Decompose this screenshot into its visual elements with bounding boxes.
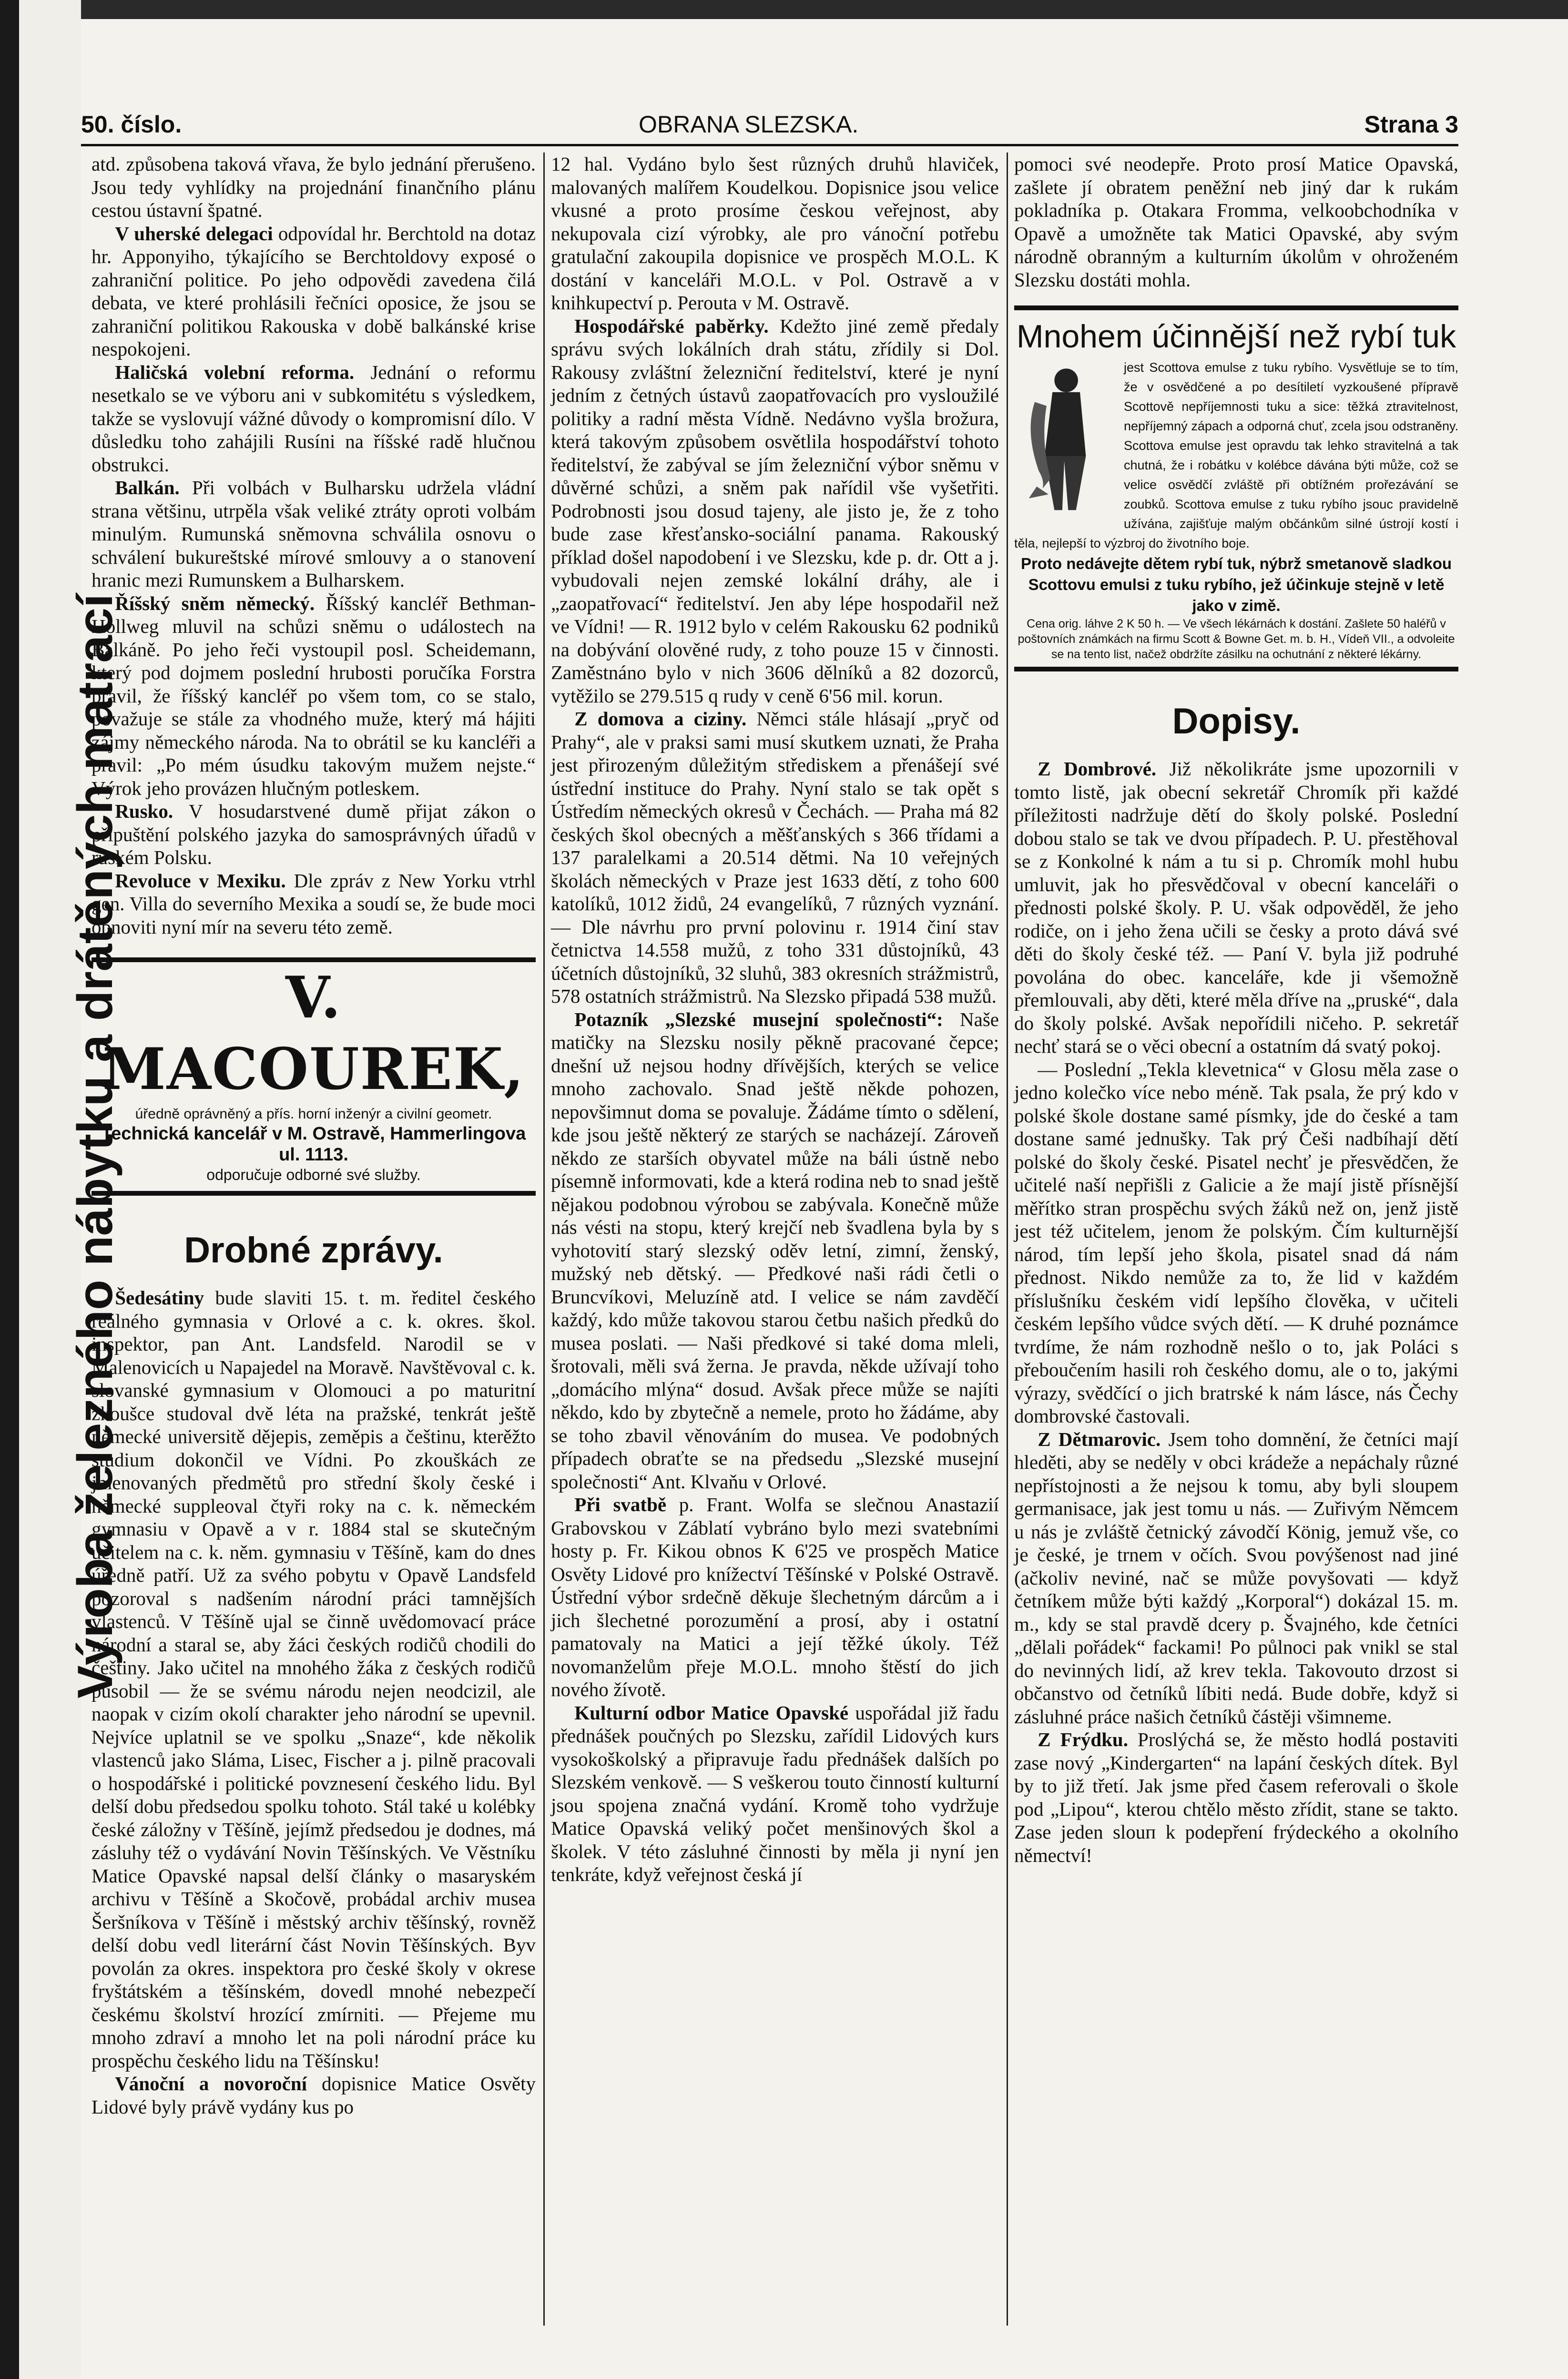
issue-number: 50. číslo. bbox=[81, 111, 182, 138]
column-rule-1 bbox=[543, 152, 545, 2326]
news-item: pomoci své neodepře. Proto prosí Matice Opavská, zašlete jí obratem peněžní neb jiný dar k rukám pokladníka p. Otakara Fromma, velkoobchodníka v Opavě a umožněte tak Matici Opavské, aby svým národně obranným a kulturním úkolům v ohroženém Slezsku dostáti mohla. bbox=[1014, 153, 1458, 291]
column-2 bbox=[551, 152, 999, 1886]
letter-item: — Poslední „Tekla klevetnica“ v Glosu měla zase o jedno kolečko více nebo méně. Tak psala, že prý kdo v polské škole dostane samé písmky, jde do české a tam dostane samé jednušky. Tak prý Češi nadbíhají dětí polské do školy české. Pisatel nechť je přesvědčen, že učitelé naší nepřišli z Galicie a že mají jistě přísnější měřítko stran prospěchu svých žáků než on, jenž jistě jest též učitelem, jenom že polským. Čím kulturnější národ, tím lepší jeho škola, pisatel snad dá nám přednost. Nikdo nemůže za to, že lid v každém příslušníku českém vidí lepšího člověka, v učiteli českém lepšího vůdce svých dětí. — K druhé poznámce tvrdíme, že nám rozhodně nešlo o to, jak Poláci s přeboučením hasili roh českého domu, ale o to, jakými výrazy, svědčící o jich bratrské k nám lásce, nás Čechy dombrovské častovali. bbox=[1014, 1058, 1458, 1427]
news-item: Balkán. Při volbách v Bulharsku udržela vládní strana většinu, utrpěla však veliké ztráty oproti volbám minulým. Rumunská sněmovna schválila osnovu o schválení bukureštské mírové smlouvy a o stanovení hranic mezi Rumunskem a Bulharskem. bbox=[92, 477, 536, 591]
news-item: Haličská volební reforma. Jednání o reformu nesetkalo se ve výboru ani v subkomitétu s výsledkem, takže se vyslovují vážné důvody o kompromisní dílo. V důsledku toho zahájili Rusíni na říšské radě hlučnou obstrukci. bbox=[92, 361, 536, 476]
news-item: 12 hal. Vydáno bylo šest různých druhů hlaviček, malovaných malířem Koudelkou. Dopisnice jsou velice vkusné a proto prosíme českou veřejnost, aby nekupovala cizí výrobky, ale pro vánoční potřebu gratulační zakoupila dopisnice ve prospěch M.O.L. K dostání v kanceláři M.O.L. v Pol. Ostravě a v knihkupectví p. Perouta v M. Ostravě. bbox=[551, 153, 999, 314]
fisherman-with-fish-icon bbox=[1014, 363, 1114, 520]
letter-item: Z Dombrové. Již několikráte jsme upozornili v tomto listě, jak obecní sekretář Chromík při každé příležitosti nadržuje dětí do školy polské. Poslední dobou stalo se tak ve dvou případech. P. U. přestěhoval se z Konkolné k nám a tu si p. Chromík mohl hubu umluvit, jak ho přesvědčoval v obecní kanceláři o přednosti polské školy. P. U. však odpověděl, že jeho rodiče, on i jeho žena učili se česky a proto dává své děti do školy české též. — Paní V. byla již podruhé povolána do obec. kanceláře, kde ji všemožně přemlouvali, aby děti, které měla dříve na „pruské“, dala do školy polské. Avšak nepořídili ničeho. P. sekretář nechť stará se o věci obecní a ostatním dá svatý pokoj. bbox=[1014, 758, 1458, 1057]
news-item: Hospodářské paběrky. Kdežto jiné země předaly správu svých lokálních drah státu, zřídily si Dol. Rakousy zvláštní železniční ředitelství, které je nyní jedním z četných ústavů zaopatřovacích pro vysloužilé politiky a radní města Vídně. Nedávno vyšla brožura, která takovým způsobem osvětlila hospodářství tohoto ředitelství, že zabýval se jím železniční výbor sněmu v důvěrné schůzi, a sněm pak nařídil vše vyšetřiti. Podrobnosti jsou dosud tajeny, ale jisto je, že z toho bude zase křesťansko-sociální panama. Rakouský příklad došel napodobení i ve Slezsku, kde p. dr. Ott a j. vybudovali nejen zemské lokální dráhy, ale i „zaopatřovací“ ředitelství. Jen aby lépe hospodařil než ve Vídni! — R. 1912 bylo v celém Rakousku 62 podniků na dobývání olověné rudy, z toho pouze 15 v činnosti. Zaměstnáno bylo v nich 3606 dělníků a 82 dozorců, vytěžilo se 279.515 q rudy v ceně 6'56 mil. korun. bbox=[551, 315, 999, 707]
ad-line-1: úředně oprávněný a přís. horní inženýr a civilní geometr. bbox=[135, 1106, 492, 1122]
news-item: Šedesátiny bude slaviti 15. t. m. ředitel českého reálného gymnasia v Orlové a c. k. okres. škol. inspektor, pan Ant. Landsfeld. Narodil se v Malenovicích u Napajedel na Moravě. Navštěvoval c. k. slovanské gymnasium v Olomouci a po maturitní zkoušce studoval dvě léta na pražské, tenkrát ještě německé universitě dějepis, zeměpis a češtinu, kterěžto studium dokončil ve Vídni. Po zkouškách ze jmenovaných předmětů pro střední školy české i německé suppleoval čtyři roky na c. k. německém gymnasiu v Opavě a v r. 1884 stal se skutečným učitelem na c. k. něm. gymnasiu v Těšíně, kam do dnes úředně patří. Už za svého pobytu v Opavě Landsfeld pozoroval s nadšením národní práci tamnějších vlastenců. V Těšíně ujal se činně uvědomovací práce národní a staral se, aby žáci českých rodičů chodili do češtiny. Jako učitel na mnohého žáka z českých rodičů působil — že se svému národu nejen neodcizil, ale naopak v cizím okolí charakter jeho národní se upevnil. Nejvíce uplatnil se ve spolku „Snaze“, kde několik vlastenců jako Sláma, Lisec, Fischer a j. pilně pracovali o hospodářské i politické povznesení českého lidu. Byl delší dobu předsedou spolku tohoto. Stál také u kolébky české záložny v Těšíně, jejímž předsedou je dodnes, má zásluhy též o vydávání Novin Těšínských. Ve Věstníku Matice Opavské napsal delší články o masaryském archivu v Těšíně a Skočově, probádal archiv musea Šeršníkova v Těšíně i městský archiv těšínský, rovněž delší dobu vedl literární část Novin Těšínských. Byv povolán za okres. inspektora pro české školy v okrese fryštátském a těšínském, dovedl mnohé nebezpečí českému školství hrozící zmírniti. — Přejeme mu mnoho zdraví a mnoho let na poli národní práce ku prospěchu českého lidu na Těšínsku! bbox=[92, 1287, 536, 2072]
scott-ad-fineprint: Cena orig. láhve 2 K 50 h. — Ve všech lékárnách k dostání. Zašlete 50 haléřů v poštovních známkách na firmu Scott & Bowne Get. m. b. H., Vídeň VII., a odvoleite se na tento list, načež obdržíte zásilku na ochutnání z některé lékárny. bbox=[1018, 617, 1455, 661]
section-title-drobne: Drobné zprávy. bbox=[184, 1230, 443, 1271]
news-item: Vánoční a novoroční dopisnice Matice Osvěty Lidové byly právě vydány kus po bbox=[92, 2073, 536, 2118]
scan-top-edge bbox=[0, 0, 1568, 19]
side-banner-strip bbox=[19, 0, 123, 2379]
news-item: Z domova a ciziny. Němci stále hlásají „pryč od Prahy“, ale v praksi sami musí skutkem uznati, že Praha jest přirozeným důležitým střediskem a přenášejí své ústřední instituce do Prahy. Nyní stalo se tak opět s Ústředím německých okresů v Čechách. — Praha má 82 českých škol obecných a měšťanských s 366 třídami a 137 paralelkami a 20.514 dětmi. Na 10 veřejných školách německých v Praze jest 1633 dětí, z toho 600 katolíků, 1012 židů, 24 evangelíků, 7 různých vyznání. — Dle návrhu pro první polovinu r. 1914 činí stav četnictva 14.558 mužů, z toho 331 důstojníků, 43 účetních důstojníků, 32 sluhů, 383 okresních strážmistrů, 578 ostatních strážmistrů. Na Slezsko připadá 538 mužů. bbox=[551, 708, 999, 1007]
page-header bbox=[81, 111, 1458, 144]
page-number: Strana 3 bbox=[1364, 111, 1458, 138]
column-rule-2 bbox=[1007, 152, 1008, 2326]
ad-name: V. MACOUREK, bbox=[102, 964, 525, 1103]
masthead-title: OBRANA SLEZSKA. bbox=[639, 111, 859, 138]
scott-emulsion-advertisement bbox=[1014, 305, 1458, 671]
ad-rule-bottom bbox=[1014, 667, 1458, 671]
scott-ad-slogan: Proto nedávejte dětem rybí tuk, nýbrž smetanově sladkou Scottovu emulsi z tuku rybího, jež účinkuje stejně v letě jako v zimě. bbox=[1020, 555, 1452, 614]
news-item: Potazník „Slezské musejní společnosti“: Naše matičky na Slezsku nosily pěkně pracované čepce; dnešní už nejsou hodny dřívějších, kterých se velice mnoho zachovalo. Snad ještě někde pohozen, nepovšimnut doma se povaluje. Žádáme tímto o sdělení, kde jsou ještě některý ze starých se nacházejí. Zároveň někdo ze starších obyvatel může na báli ústně nebo písemně informovati, kde a která rodina neb to snad ještě nějakou podobnou výrobou se zabývala. Konečně může nás vésti na stopu, který krejčí neb švadlena byla by s vyhotovití starý slezský oděv letní, zimní, ženský, mužský neb dětský. — Předkové naši rádi četli o Bruncvíkovi, Meluzíně atd. I velice se nám zavděčí každý, kdo může takovou starou četbu našich předků do musea poslati. — Naši předkové si také doma mleli, šrotovali, měli svá žerna. Je pravda, někde užívají toho „domácího mlýna“ dosud. Avšak přece může se najíti někdo, kdo by zbytečně a nemele, proto ho žádáme, aby se toho zbavil věnováním do musea. Ve podobných případech obraťte se na předsedu „Slezské musejní společnosti“ Ant. Klvaňu v Orlové. bbox=[551, 1008, 999, 1493]
ad-rule-top bbox=[1014, 305, 1458, 310]
news-item: Říšský sněm německý. Říšský kancléř Bethman-Hollweg mluvil na schůzi sněmu o událostech na Balkáně. Po jeho řeči vystoupil posl. Scheidemann, který pod dojmem poslední hrubosti poručíka Forstra pravil, že říšský kancléř po všem tom, co se stalo, považuje se stále za vhodného muže, který má hájiti zájmy německého národa. Na to obrátil se ku kancléři a pravil: „Po mém úsudku takovým mužem nejste.“ Výrok jeho provázen hlučným potleskem. bbox=[92, 592, 536, 799]
politics-paragraph: atd. způsobena taková vřava, že bylo jednání přerušeno. Jsou tedy vyhlídky na projednání finančního plánu cestou ústavní špatné. bbox=[92, 153, 536, 221]
news-item: Rusko. V hosudarstvené dumě přijat zákon o připuštění polského jazyka do samosprávných úřadů v ruském Polsku. bbox=[92, 800, 536, 868]
news-item: V uherské delegaci odpovídal hr. Berchtold na dotaz hr. Apponyiho, týkajícího se Berchtoldovy exposé o zahraniční politice. Po jeho odpovědi zavedena čilá debata, ve které prohlásili řečníci oposice, že jsou se zahraniční politikou Rakouska v době balkánské krise nespokojeni. bbox=[92, 222, 536, 360]
macourek-advertisement bbox=[92, 957, 536, 1196]
news-item: Kulturní odbor Matice Opavské uspořádal již řadu přednášek poučných po Slezsku, zařídil Lidových kurs vysokoškolský a připravuje řadu přednášek dalších po Slezském venkově. — S veškerou touto činností kulturní jsou spojena značná vydání. Kromě toho vydržuje Matice Opavská veliký počet menšinových škol a školek. V této zásluhné činnosti by měla ji nyní jen tenkráte, když veřejnost česká jí bbox=[551, 1701, 999, 1885]
news-item: Revoluce v Mexiku. Dle zpráv z New Yorku vtrhl gen. Villa do severního Mexika a soudí se, že bude moci obnoviti nyní mír na severu této země. bbox=[92, 869, 536, 938]
ad-line-2: Technická kancelář v M. Ostravě, Hammerlingova ul. 1113. bbox=[101, 1124, 526, 1165]
news-item: Při svatbě p. Frant. Wolfa se slečnou Anastazií Grabovskou v Záblatí vybráno bylo mezi svatebními hosty p. Fr. Kikou obnos K 6'25 ve prospěch Matice Osvěty Lidové pro knížectví Těšínské v Polské Ostravě. Ústřední výbor srdečně děkuje šlechetným dárcům a i jich šlechetné porozumění a prosí, aby i ostatní pamatovaly na Matici a její těžké úkoly. Též novomanželům přeje M.O.L. mnoho štěstí do jich nového žívotě. bbox=[551, 1494, 999, 1700]
letter-item: Z Frýdku. Proslýchá se, že město hodlá postaviti zase nový „Kindergarten“ na lapání českých dítek. Byl by to již třetí. Jak jsme před časem referovali o škole pod „Lipou“, kterou chtělo město zřídit, stane se takto. Zase jeden slouп k podepření frýdeckého a okolního němectví! bbox=[1014, 1728, 1458, 1866]
column-3 bbox=[1014, 152, 1458, 1867]
section-title-dopisy: Dopisy. bbox=[1172, 701, 1301, 742]
column-1 bbox=[92, 152, 536, 2118]
letter-item: Z Dětmarovic. Jsem toho domnění, že četníci mají hleděti, aby se neděly v obci krádeže a nepáchaly různé nepřístojnosti a že nejsou k tomu, aby byli sloupem germanisace, jak jest tomu u nás. — Zuřivým Němcem u nás je zvláště četnický závodčí König, jemuž vše, co je české, je trnem v očích. Svou povýšenost nad jiné (ačkoliv neviné, nač se může povyšovati — když četníkem může býti každý „Korporal“) dokázal 15. m. m., kdy se stal pravdě dcery p. Švajného, kde četníci „dělali pořádek“ fackami! Po půlnoci pak vnikl se stal do nevinných lidí, až krev tekla. Takovouto drzost si občanstvo od četníků líbiti nedá. Bude dobře, když si zásluhné práce našich četníků částěji všimneme. bbox=[1014, 1428, 1458, 1728]
scan-left-edge bbox=[0, 0, 19, 2379]
scott-ad-title: Mnohem účinnější než rybí tuk bbox=[1016, 318, 1456, 355]
scott-ad-body: jest Scottova emulse z tuku rybího. Vysvětluje se to tím, že v osvědčené a po desítiletí vyzkoušené přípravě Scottově nepříjemnosti tuku a sice: těžká ztravitelnost, nepříjemný zápach a odporná chuť, zcela jsou odstraněny. Scottova emulse jest opravdu tak lehko stravitelná a tak chutná, že i robátku v kolébce dávána býti může, což se velice osvědčí zvláště při obtížném prořezávání se zoubků. Scottova emulse z tuku rybího jsouc pravidelně užívána, zajišťuje malým občánkům silné ústrojí kostí i těla, nejlepší to výzbroj do životního boje. bbox=[1014, 360, 1458, 550]
ad-line-3: odporučuje odborné své služby. bbox=[206, 1166, 421, 1183]
header-rule bbox=[81, 144, 1458, 146]
side-banner-text: Výroba železného nábytku a drátěných matrací bbox=[68, 594, 123, 1698]
